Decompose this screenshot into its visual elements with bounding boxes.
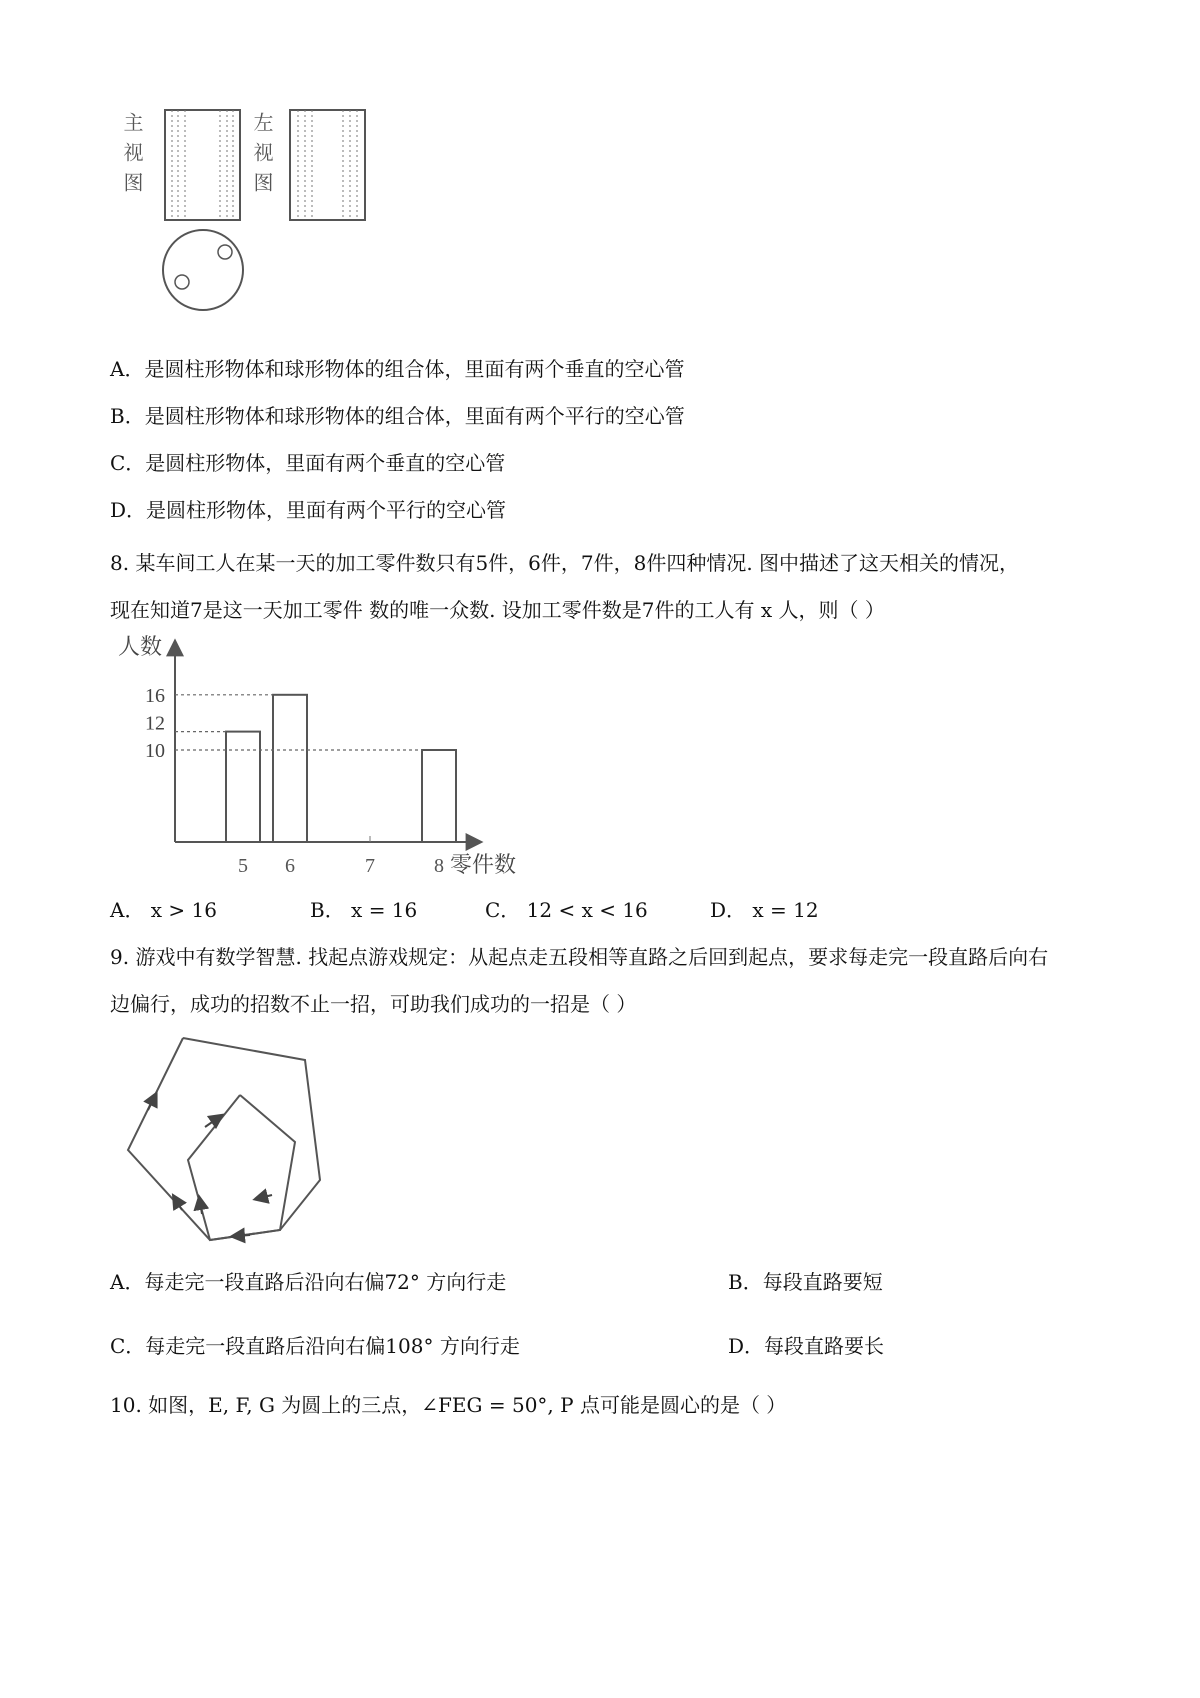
y-tick-label-12: 12 [145, 712, 165, 735]
q7-option-c: C．是圆柱形物体，里面有两个垂直的空心管 [110, 451, 506, 475]
x-axis-label: 零件数 [450, 852, 517, 877]
q7-option-d: D．是圆柱形物体，里面有两个平行的空心管 [110, 498, 507, 522]
x-tick-label-8: 8 [434, 855, 444, 877]
y-axis-label: 人数 [118, 634, 163, 659]
q9-stem-line2: 边偏行，成功的招数不止一招，可助我们成功的一招是（ ） [110, 992, 637, 1016]
x-tick-label-6: 6 [285, 855, 295, 877]
q9-walking-path-figure [110, 1030, 340, 1250]
bar-6 [273, 695, 307, 842]
q8-option-d: D． x = 12 [710, 898, 819, 922]
q8-option-b: B． x = 16 [310, 898, 418, 922]
y-tick-label-16: 16 [145, 684, 165, 707]
q8-option-a: A． x > 16 [110, 898, 218, 922]
q10-stem: 10. 如图，E, F, G 为圆上的三点，∠FEG = 50°, P 点可能是圆心的是（ ） [110, 1393, 787, 1417]
inner-pentagon-path [188, 1095, 295, 1240]
q8-stem-line2: 现在知道7是这一天加工零件 数的唯一众数. 设加工零件数是7件的工人有 x 人，则（ ） [110, 598, 885, 622]
front-view-label: 主视图 [120, 112, 144, 202]
q9-option-b: B．每段直路要短 [728, 1270, 883, 1294]
q7-three-view-figure [110, 100, 400, 330]
x-tick-label-7: 7 [365, 855, 375, 877]
y-tick-label-10: 10 [145, 740, 165, 762]
three-view-drawing [110, 100, 400, 330]
q9-option-c: C．每走完一段直路后沿向右偏108° 方向行走 [110, 1334, 520, 1358]
left-view-label: 左视图 [250, 112, 274, 202]
x-tick-label-5: 5 [238, 855, 248, 877]
bar-8 [422, 750, 456, 842]
q8-option-c: C． 12 < x < 16 [485, 898, 648, 922]
bar-5 [226, 732, 260, 842]
q8-stem-line1: 8. 某车间工人在某一天的加工零件数只有5件，6件，7件，8件四种情况. 图中描述了这天相关的情况， [110, 551, 1020, 575]
q9-option-d: D．每段直路要长 [728, 1334, 885, 1358]
q8-bar-chart [110, 630, 530, 880]
q7-option-b: B．是圆柱形物体和球形物体的组合体，里面有两个平行的空心管 [110, 404, 685, 428]
q9-option-a: A．每走完一段直路后沿向右偏72° 方向行走 [110, 1270, 507, 1294]
q7-option-a: A．是圆柱形物体和球形物体的组合体，里面有两个垂直的空心管 [110, 357, 685, 381]
q9-stem-line1: 9. 游戏中有数学智慧. 找起点游戏规定：从起点走五段相等直路之后回到起点，要求每走完一段直路后向右 [110, 945, 1049, 969]
